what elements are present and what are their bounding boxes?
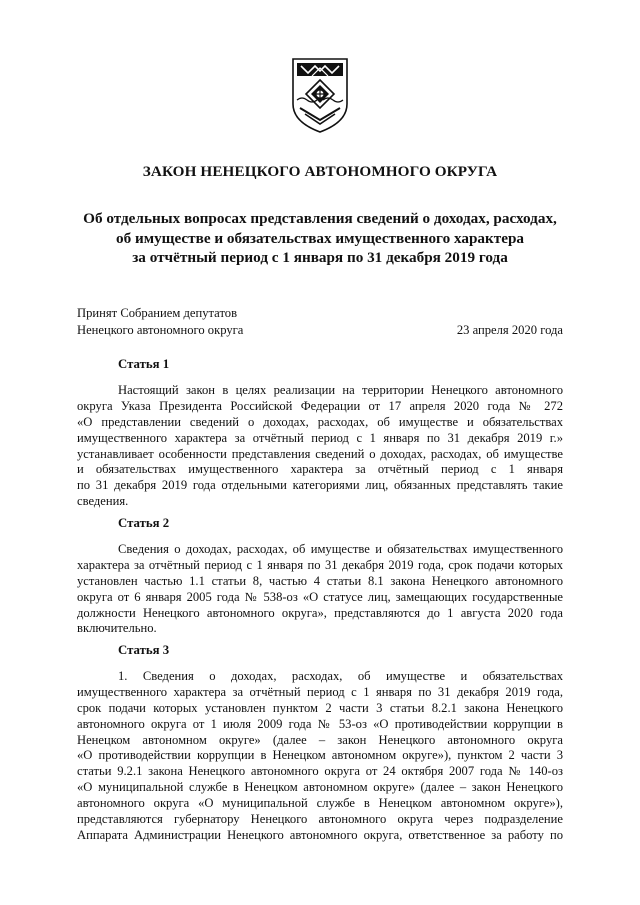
text-line: Настоящий закон в целях реализации на территории Ненецкого автономного bbox=[118, 383, 563, 397]
subtitle-line: Об отдельных вопросах представления сведений о доходах, расходах, bbox=[83, 210, 557, 227]
text-line: Сведения о доходах, расходах, об имуществе и обязательствах имущественного bbox=[118, 542, 563, 556]
text-line: имущественного характера за отчётный период с 1 января по 31 декабря 2019 г.» bbox=[77, 430, 563, 445]
text-line: срок подачи которых установлен пунктом 2 части 3 статьи 8.2.1 закона Ненецкого bbox=[77, 700, 563, 715]
nenets-coat-of-arms-icon bbox=[290, 56, 350, 134]
article-1-heading: Статья 1 bbox=[118, 357, 170, 371]
adoption-block bbox=[77, 305, 563, 338]
text-line: представляются губернатору Ненецкого автономного округа через подразделение bbox=[77, 812, 563, 827]
text-line: «О представлении сведений о доходах, расходах, об имуществе и обязательствах bbox=[77, 414, 563, 429]
adopted-by-line2: Ненецкого автономного округа bbox=[77, 322, 244, 337]
text-line: установлен частью 1.1 статьи 8, частью 4 статьи 8.1 закона Ненецкого автономного bbox=[77, 573, 563, 588]
text-line: включительно. bbox=[77, 621, 157, 636]
text-line: 1. Сведения о доходах, расходах, об имуществе и обязательствах bbox=[118, 669, 563, 683]
article-1-text bbox=[77, 383, 563, 510]
article-3-text bbox=[77, 669, 563, 844]
text-line: округа Указа Президента Российской Федерации от 17 апреля 2020 года № 272 bbox=[77, 398, 563, 413]
article-2-text bbox=[77, 542, 563, 637]
text-line: по 31 декабря 2019 года отдельными категориями лиц, обязанных представлять такие bbox=[77, 478, 563, 493]
law-subtitle bbox=[60, 209, 580, 268]
text-line: статьи 9.2.1 закона Ненецкого автономного округа от 24 октября 2007 года № 140-оз bbox=[77, 764, 563, 779]
text-line: устанавливает особенности представления сведений о доходах, расходах, об имуществе bbox=[77, 446, 563, 461]
article-3-heading: Статья 3 bbox=[118, 643, 170, 657]
text-line: должности Ненецкого автономного округа», представляются до 1 августа 2020 года bbox=[77, 605, 563, 620]
text-line: характера за отчётный период с 1 января по 31 декабря 2019 года, срок подачи которых bbox=[77, 557, 563, 572]
law-title: ЗАКОН НЕНЕЦКОГО АВТОНОМНОГО ОКРУГА bbox=[142, 163, 498, 180]
article-2-heading: Статья 2 bbox=[118, 516, 170, 530]
subtitle-line: за отчётный период с 1 января по 31 декабря 2019 года bbox=[132, 249, 508, 266]
text-line: и обязательствах имущественного характера за отчётный период с 1 января bbox=[77, 462, 563, 477]
text-line: Аппарата Администрации Ненецкого автономного округа, ответственное за работу по bbox=[77, 827, 563, 842]
text-line: автономного округа «О муниципальной службе в Ненецком автономном округе»), bbox=[77, 796, 563, 811]
text-line: сведения. bbox=[77, 494, 129, 509]
text-line: автономного округа от 1 июля 2009 года № 53-оз «О противодействии коррупции в bbox=[77, 716, 563, 731]
adopted-by-line1: Принят Собранием депутатов bbox=[77, 306, 238, 320]
text-line: округа от 6 января 2005 года № 538-оз «О статусе лиц, замещающих государственные bbox=[77, 589, 563, 604]
text-line: «О муниципальной службе в Ненецком автономном округе» (далее – закон Ненецкого bbox=[77, 780, 563, 795]
text-line: Ненецком автономном округе» (далее – закон Ненецкого автономного округа bbox=[77, 732, 563, 747]
text-line: имущественного характера за отчётный период с 1 января по 31 декабря 2019 года, bbox=[77, 684, 563, 699]
subtitle-line: об имуществе и обязательствах имущественного характера bbox=[116, 229, 524, 247]
adoption-date: 23 апреля 2020 года bbox=[456, 322, 563, 337]
text-line: «О противодействии коррупции в Ненецком автономном округе»), пунктом 2 части 3 bbox=[77, 748, 563, 763]
